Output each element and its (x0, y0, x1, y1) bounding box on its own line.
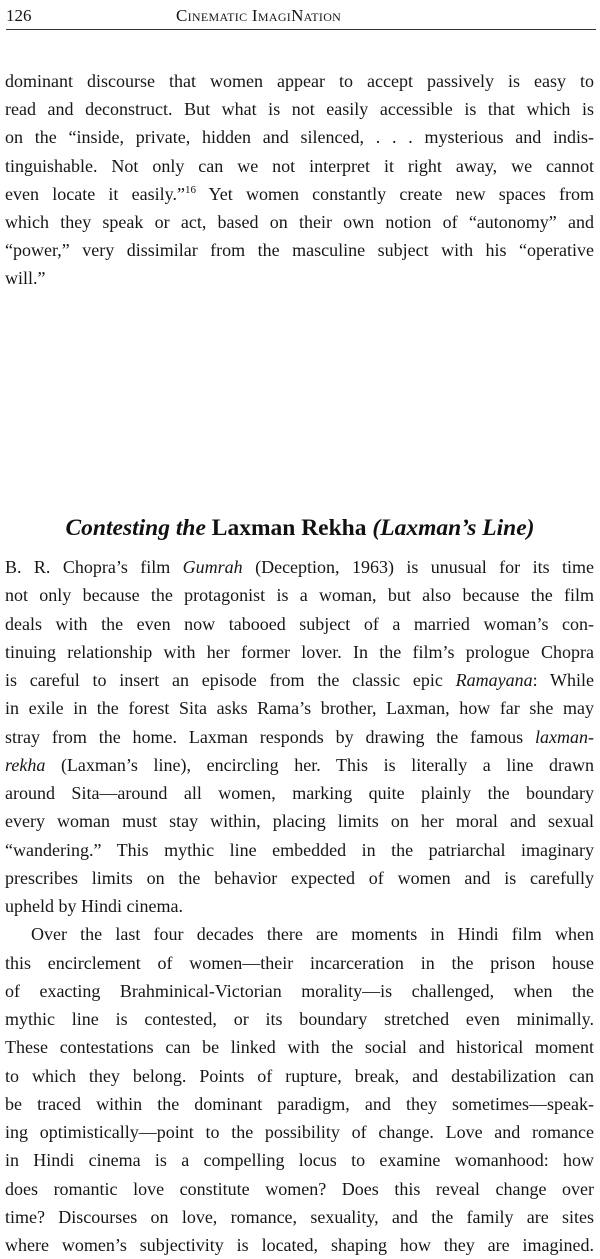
text-line: every woman must stay within, placing limits on her moral and sexual (5, 811, 594, 832)
text-line: deals with the even now tabooed subject of a married woman’s con- (5, 613, 594, 634)
text-line: is careful to insert an episode from the classic epic Ramayana: While (5, 670, 595, 690)
text-line: upheld by Hindi cinema. (5, 896, 183, 916)
running-title: Cinematic ImagiNation (176, 6, 342, 25)
text-line: of exacting Brahminical-Victorian morality—is challenged, when the (5, 980, 594, 1001)
text-line: rekha (Laxman’s line), encircling her. This is literally a line drawn (5, 754, 594, 775)
header-rule (6, 29, 596, 30)
text-line: “wandering.” This mythic line embedded in the patriarchal imaginary (5, 839, 594, 860)
text-line: around Sita—around all women, marking quite plainly the boundary (5, 783, 594, 803)
text-line: not only because the protagonist is a woman, but also because the film (5, 585, 594, 606)
text-line: These contestations can be linked with the social and historical moment (5, 1037, 594, 1058)
text-line: will.” (5, 268, 46, 289)
text-line: read and deconstruct. But what is not easily accessible is that which is (5, 99, 594, 120)
text-line: dominant discourse that women appear to accept passively is easy to (5, 71, 594, 91)
text-line: even locate it easily.”$^{16}$ Yet women constantly create new spaces from (5, 183, 595, 204)
paragraph-continued (5, 67, 594, 293)
text-line: B. R. Chopra’s film Gumrah (Deception, 1963) is unusual for its time (5, 557, 594, 577)
text-line: on the “inside, private, hidden and silenced, . . . mysterious and indis- (5, 127, 594, 148)
text-line: in exile in the forest Sita asks Rama’s brother, Laxman, how far she may (5, 698, 594, 719)
text-line: mythic line is contested, or its boundary stretched even minimally. (5, 1009, 594, 1029)
text-line: does romantic love constitute women? Does this reveal change over (5, 1178, 594, 1199)
text-line: be traced within the dominant paradigm, and they sometimes—speak- (5, 1093, 594, 1114)
text-line: Over the last four decades there are moments in Hindi film when (31, 924, 594, 945)
text-line: time? Discourses on love, romance, sexuality, and the family are sites (5, 1206, 594, 1227)
running-head (6, 0, 590, 30)
page-number: 126 (6, 6, 32, 25)
text-line: “power,” very dissimilar from the masculine subject with his “operative (5, 240, 594, 261)
footnote-reference: 16 (184, 183, 196, 196)
text-line: where women’s subjectivity is located, shaping how they are imagined. (5, 1235, 594, 1255)
text-line: tinuing relationship with her former lover. In the film’s prologue Chopra (5, 641, 594, 662)
text-line: which they speak or act, based on their own notion of “autonomy” and (5, 212, 594, 233)
section-body (5, 553, 594, 1259)
text-line: this encirclement of women—their incarceration in the prison house (5, 952, 594, 973)
text-line: ing optimistically—point to the possibility of change. Love and romance (5, 1122, 594, 1142)
section-heading: Contesting the Laxman Rekha (Laxman’s Line) (65, 515, 535, 541)
text-line: tinguishable. Not only can we not interpret it right away, we cannot (5, 155, 594, 176)
text-line: prescribes limits on the behavior expected of women and is carefully (5, 867, 594, 888)
text-line: in Hindi cinema is a compelling locus to examine womanhood: how (5, 1150, 594, 1171)
text-line: to which they belong. Points of rupture, break, and destabilization can (5, 1065, 594, 1086)
text-line: stray from the home. Laxman responds by drawing the famous laxman- (5, 726, 594, 747)
